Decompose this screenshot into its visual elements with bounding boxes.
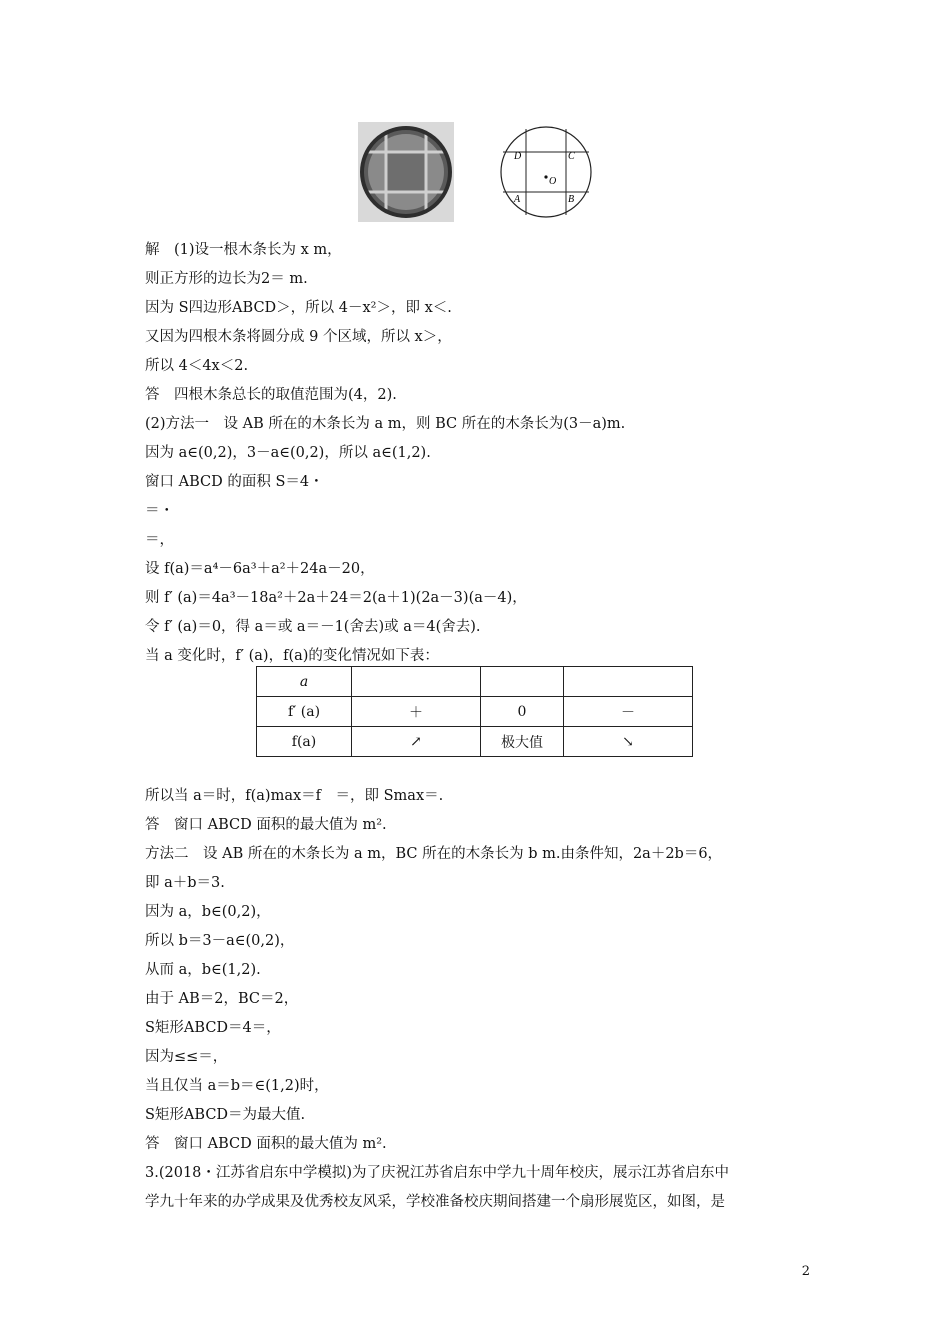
text-line: 当 a 变化时，f′ (a)，f(a)的变化情况如下表： <box>145 648 439 664</box>
circle-window-diagram <box>498 124 594 220</box>
text-line: 当且仅当 a＝b＝∈(1,2)时， <box>145 1078 329 1094</box>
solution-text-bottom <box>145 782 825 1217</box>
table-cell: － <box>564 697 693 727</box>
solution-text-top <box>145 236 825 671</box>
text-line: 由于 AB＝2，BC＝2， <box>145 991 299 1007</box>
text-line: 则正方形的边长为2＝ m. <box>145 271 308 287</box>
table-row <box>257 667 693 697</box>
text-line: 从而 a，b∈(1,2). <box>145 962 261 978</box>
text-line: 3.(2018・江苏省启东中学模拟)为了庆祝江苏省启东中学九十周年校庆，展示江苏省启东中 <box>145 1165 730 1181</box>
text-line: 答 四根木条总长的取值范围为(4，2). <box>145 387 397 403</box>
table-cell: f(a) <box>257 727 352 757</box>
variation-table <box>256 666 693 757</box>
table-cell: ↗ <box>352 727 481 757</box>
text-line: ＝， <box>145 532 174 548</box>
table-cell: f′ (a) <box>257 697 352 727</box>
text-line: 因为≤≤＝， <box>145 1049 228 1065</box>
text-line: 所以 b＝3－a∈(0,2)， <box>145 933 295 949</box>
text-line: 所以当 a＝时，f(a)max＝f ＝，即 Smax＝. <box>145 788 444 804</box>
label-C: C <box>568 151 575 162</box>
label-B: B <box>568 194 575 205</box>
text-line: 则 f′ (a)＝4a³－18a²＋2a＋24＝2(a＋1)(2a－3)(a－4)， <box>145 590 527 606</box>
text-line: 学九十年来的办学成果及优秀校友风采，学校准备校庆期间搭建一个扇形展览区，如图，是 <box>145 1194 725 1210</box>
text-line: 所以 4＜4x＜2. <box>145 358 249 374</box>
text-line: 即 a＋b＝3. <box>145 875 225 891</box>
table-cell: ↘ <box>564 727 693 757</box>
text-line: 解 (1)设一根木条长为 x m， <box>145 242 342 258</box>
label-D: D <box>514 151 522 162</box>
text-line: 答 窗口 ABCD 面积的最大值为 m². <box>145 817 387 833</box>
page-number: 2 <box>801 1264 810 1279</box>
text-line: 方法二 设 AB 所在的木条长为 a m，BC 所在的木条长为 b m.由条件知，2a＋2b＝6， <box>145 846 723 862</box>
text-line: S矩形ABCD＝为最大值. <box>145 1107 306 1123</box>
text-line: (2)方法一 设 AB 所在的木条长为 a m，则 BC 所在的木条长为(3－a)m. <box>145 416 626 432</box>
text-line: 令 f′ (a)＝0，得 a＝或 a＝－1(舍去)或 a＝4(舍去). <box>145 619 481 635</box>
text-line: S矩形ABCD＝4＝， <box>145 1020 281 1036</box>
table-row <box>257 697 693 727</box>
table-cell <box>352 667 481 697</box>
text-line: 因为 S四边形ABCD＞，所以 4－x²＞，即 x＜. <box>145 300 452 316</box>
text-line: 因为 a，b∈(0,2)， <box>145 904 271 920</box>
text-line: ＝・ <box>145 503 174 519</box>
table-cell: 0 <box>481 697 564 727</box>
window-photo <box>358 122 454 222</box>
label-A: A <box>514 194 521 205</box>
table-cell: ＋ <box>352 697 481 727</box>
text-line: 答 窗口 ABCD 面积的最大值为 m². <box>145 1136 387 1152</box>
table-cell <box>481 667 564 697</box>
table-cell: a <box>257 667 352 697</box>
figure-area <box>358 122 598 226</box>
label-O: O <box>549 176 557 187</box>
text-line: 设 f(a)＝a⁴－6a³＋a²＋24a－20， <box>145 561 375 577</box>
text-line: 窗口 ABCD 的面积 S＝4・ <box>145 474 324 490</box>
text-line: 因为 a∈(0,2)，3－a∈(0,2)，所以 a∈(1,2). <box>145 445 431 461</box>
table-cell <box>564 667 693 697</box>
table-cell: 极大值 <box>481 727 564 757</box>
table-row <box>257 727 693 757</box>
text-line: 又因为四根木条将圆分成 9 个区域，所以 x＞， <box>145 329 452 345</box>
